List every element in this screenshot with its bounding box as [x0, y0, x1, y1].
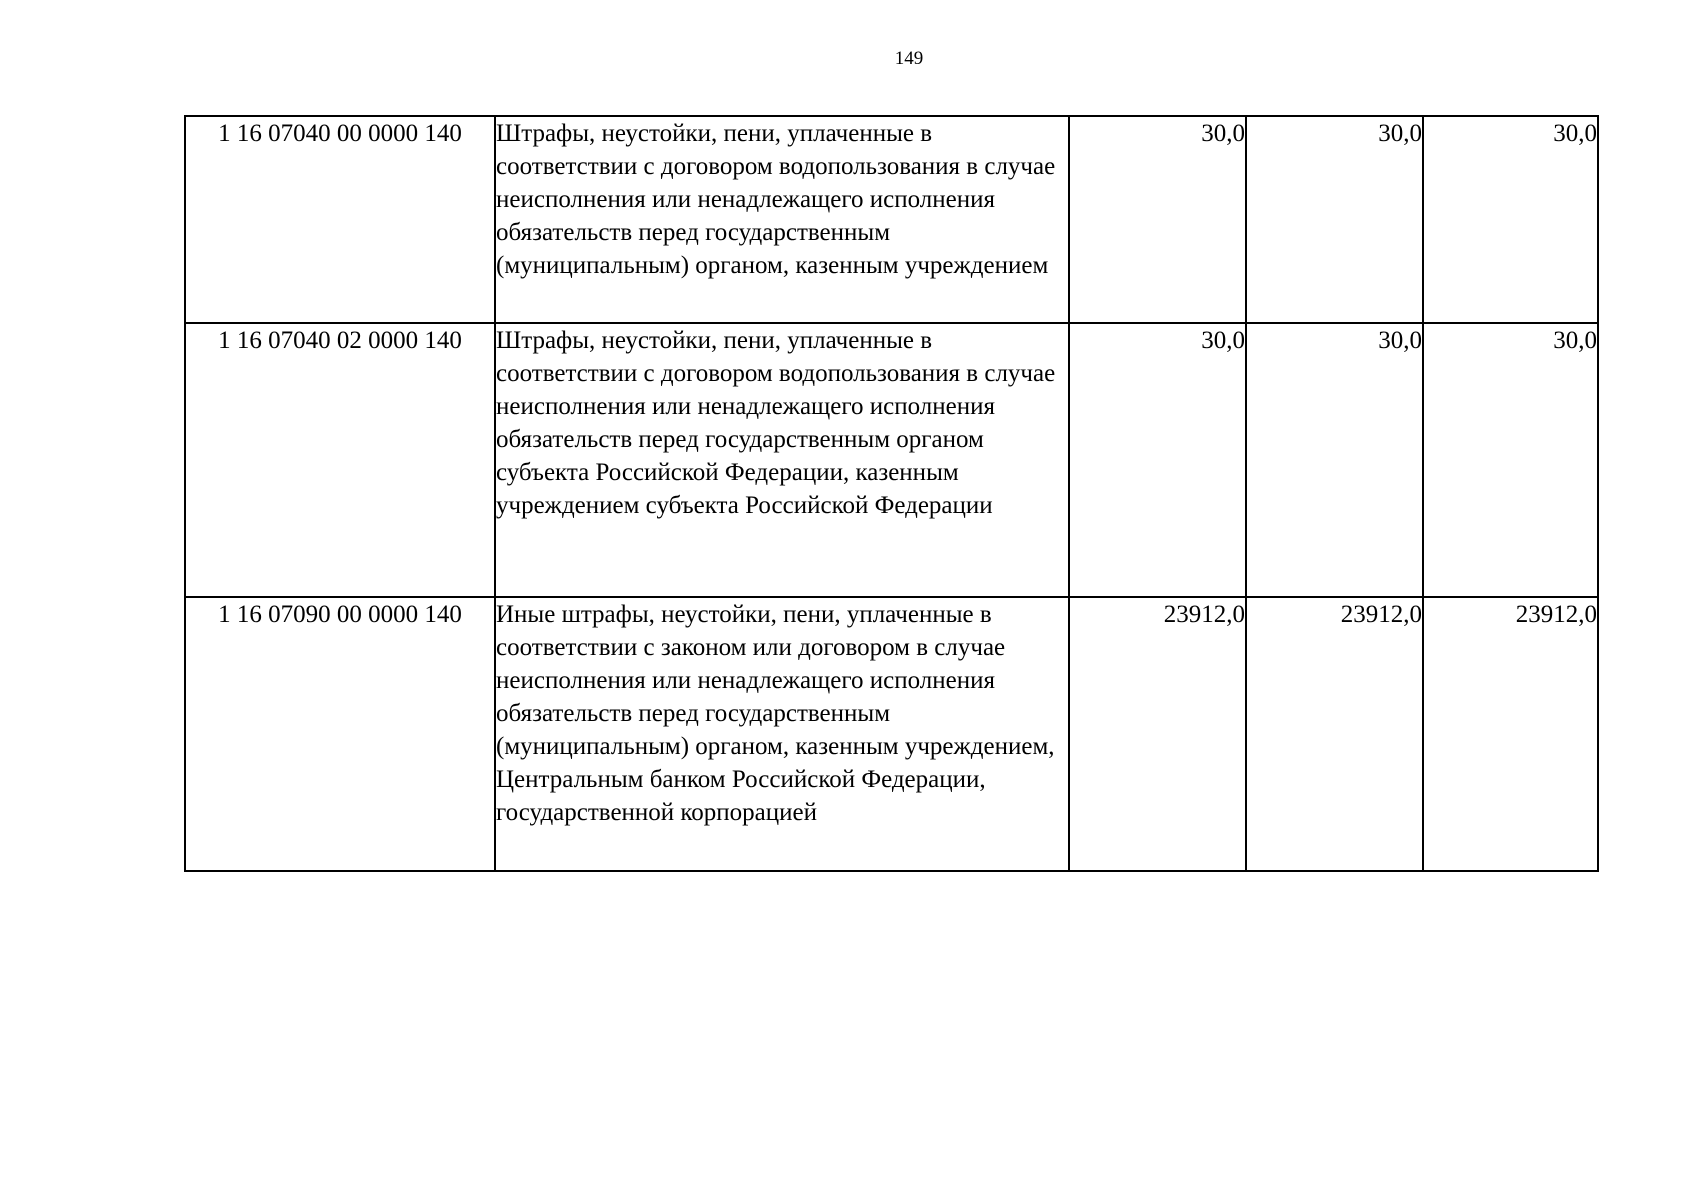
value-cell-2: 30,0 — [1246, 116, 1423, 323]
budget-code-cell: 1 16 07090 00 0000 140 — [185, 597, 495, 871]
value-cell-1: 30,0 — [1069, 116, 1246, 323]
description-cell: Штрафы, неустойки, пени, уплаченные в соответствии с договором водопользования в случае неисполнения или ненадлежащего исполнения обязательств перед государственным органом субъекта Российской Федерации, казенным учреждением субъекта Российской Федерации — [495, 323, 1069, 597]
description-cell: Иные штрафы, неустойки, пени, уплаченные в соответствии с законом или договором в случае неисполнения или ненадлежащего исполнения обязательств перед государственным (муниципальным) органом, казенным учреждением, Центральным банком Российской Федерации, государственной корпорацией — [495, 597, 1069, 871]
value-cell-3: 30,0 — [1423, 116, 1598, 323]
budget-table — [184, 115, 1599, 872]
budget-code-cell: 1 16 07040 02 0000 140 — [185, 323, 495, 597]
budget-code-cell: 1 16 07040 00 0000 140 — [185, 116, 495, 323]
table-row — [185, 597, 1598, 871]
value-cell-3: 23912,0 — [1423, 597, 1598, 871]
description-cell: Штрафы, неустойки, пени, уплаченные в соответствии с договором водопользования в случае неисполнения или ненадлежащего исполнения обязательств перед государственным (муниципальным) органом, казенным учреждением — [495, 116, 1069, 323]
value-cell-1: 23912,0 — [1069, 597, 1246, 871]
value-cell-2: 23912,0 — [1246, 597, 1423, 871]
value-cell-2: 30,0 — [1246, 323, 1423, 597]
value-cell-1: 30,0 — [1069, 323, 1246, 597]
table-row — [185, 323, 1598, 597]
value-cell-3: 30,0 — [1423, 323, 1598, 597]
page-number: 149 — [894, 48, 924, 69]
table-row — [185, 116, 1598, 323]
